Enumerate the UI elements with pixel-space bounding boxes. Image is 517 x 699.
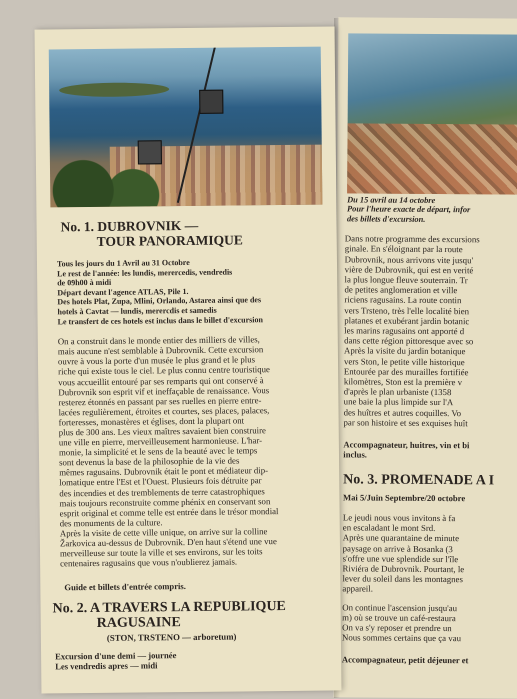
body-line: ouvre à vous la porte d'un musée le plus grand et le plus xyxy=(57,354,256,367)
schedule-line: Des hotels Plat, Zupa, Mlini, Orlando, Astarea ainsi que des xyxy=(57,295,262,307)
body-line: lacées regulièrement, étroites et courtes, ses places, palaces, xyxy=(58,404,270,418)
no1-schedule xyxy=(57,257,318,327)
no3-heading: No. 3. PROMENADE A I xyxy=(343,472,495,489)
right-body-line: vière de Dubrovnik, qui est en verité xyxy=(344,264,474,276)
body-line: des incendies et des tremblements de terre catastrophiques xyxy=(59,485,265,498)
right-body-line: platanes et exubérant jardin botanic xyxy=(344,315,470,327)
no2-schedule-line: Les vendredis apres — midi xyxy=(55,660,158,672)
right-body-line: d'après le plan urbaniste (1358 xyxy=(343,386,452,398)
right-body-line: vers Trsteno, très l'elle localité bien xyxy=(344,304,470,316)
body-line: centenaires ragusains que vous n'oublierez jamais. xyxy=(60,556,238,569)
no1-guide-note: Guide et billets d'entrée compris. xyxy=(64,581,186,593)
right-body-line: ginale. En s'éloignant par la route xyxy=(344,243,463,255)
right-accompagnateur: Accompagnateur, huitres, vin et bi xyxy=(343,439,470,451)
body-line: lomatique entre l'Est et l'Ouest. Plusieurs fois détruite par xyxy=(59,475,262,488)
right-body-line: les marins ragusains ont apporté d xyxy=(344,325,465,337)
rooftops-shape xyxy=(347,123,517,194)
no3-line: Après une quarantaine de minute xyxy=(342,532,460,544)
right-body-line: Après la visite du jardin botanique xyxy=(344,345,466,357)
right-italic-line: Pour l'heure exacte de départ, infor xyxy=(347,204,471,215)
body-line: monie, la simplicité et le sens de la beauté avec le temps xyxy=(58,445,258,458)
body-line: plus de 300 ans. Les vieux maîtres savaient bien construire xyxy=(58,425,266,438)
right-page xyxy=(334,17,517,698)
body-line: riche qui existe tous le ciel. Le plus connu centre touristique xyxy=(58,364,270,377)
body-line: On a construit dans le monde entier des milliers de villes, xyxy=(57,334,260,347)
right-body-line: par son histoire et ses exquises huît xyxy=(343,417,468,429)
no2-subtitle: (STON, TRSTENO — arboretum) xyxy=(106,631,237,643)
no3-line: m) où se trouve un café-restaura xyxy=(342,612,456,623)
body-line: mais aucune n'est semblable à Dubrovnik. Cette excursion xyxy=(57,344,264,357)
body-line: sont devenus la base de la philosophie de la vie des xyxy=(59,455,240,468)
right-body-line: kilomètres, Ston est la première v xyxy=(343,376,463,388)
schedule-line: Le transfert de ces hotels est inclus dans le billet d'excursion xyxy=(57,314,263,326)
no1-description xyxy=(58,334,318,569)
right-inclus: inclus. xyxy=(343,449,368,460)
right-body-line: de petites anglomeration et ville xyxy=(344,284,458,296)
body-line: Dubrovnik son esprit vif et ineffaçable de renaissance. Vous xyxy=(58,384,270,397)
no2-schedule xyxy=(55,648,327,671)
schedule-line: Départ devant l'agence ATLAS, Pile 1. xyxy=(57,286,189,298)
right-body-line: la plus longue fleuve souterrain. Tr xyxy=(344,274,468,286)
cable-car-icon xyxy=(138,140,162,164)
schedule-line: Tous les jours du 1 Avril au 31 Octobre xyxy=(56,257,190,269)
right-italic-line: des billets d'excursion. xyxy=(346,214,426,224)
body-line: mêmes ragusains. Dubrovnik était le pont et médiateur dip- xyxy=(59,465,269,478)
no3-line: paysage on arrive à Bosanka (3 xyxy=(342,542,453,554)
no2-title-line1: No. 2. A TRAVERS LA REPUBLIQUE xyxy=(52,598,286,617)
no1-title-line1: No. 1. DUBROVNIK — xyxy=(60,217,199,235)
schedule-line: de 09h00 à midi xyxy=(57,277,112,288)
no3-line: Le jeudi nous vous invitons à fa xyxy=(342,512,456,524)
right-body-line: riciens ragusains. La route contin xyxy=(344,294,462,306)
no3-line: en escaladant le mont Srd. xyxy=(342,522,436,534)
right-body-line: une baie la plus limpide sur l'A xyxy=(343,396,454,408)
body-line: merveilleuse sur toute la ville et ses environs, sur les toits xyxy=(59,546,263,559)
no3-line: appareil. xyxy=(342,583,373,594)
right-body-line: des huîtres et autres coquilles. Vo xyxy=(343,407,462,418)
right-text-panel xyxy=(342,195,517,666)
body-line: vous accueillit entouré par ses remparts qui ont conservé à xyxy=(58,374,264,387)
no3-line: On va s'y reposer et prendre un xyxy=(342,622,452,634)
coastal-town-photo xyxy=(347,33,517,194)
no2-title-line2: RAGUSAINE xyxy=(96,614,181,631)
right-body-line: Entourée par des murailles fortifiée xyxy=(343,366,469,378)
no3-accompagnateur: Accompagnateur, petit déjeuner et xyxy=(341,654,469,666)
no3-line: lever du soleil dans les montagnes xyxy=(342,573,463,585)
cable-car-icon xyxy=(199,90,223,114)
right-body-line: Dubrovnik, nous arrivons vite jusqu' xyxy=(344,253,474,265)
body-line: forteresses, monastères et églises, dont la plupart ont xyxy=(58,415,245,428)
no3-body xyxy=(342,512,517,644)
no1-title-line2: TOUR PANORAMIQUE xyxy=(96,232,243,249)
schedule-line: hotels à Cavtat — lundis, merercdis et samedis xyxy=(57,305,217,317)
no3-line: s'offre une vue splendide sur l'île xyxy=(342,553,459,564)
body-line: une ville en pierre, merveilleusement harmonieuse. L'har- xyxy=(58,435,263,448)
left-text-panel xyxy=(50,207,327,672)
no3-line: On continue l'ascension jusqu'au xyxy=(342,601,458,613)
right-italic-line: Du 15 avril au 14 octobre xyxy=(347,195,436,205)
right-schedule-note xyxy=(347,195,517,225)
no3-dates: Mai 5/Juin Septembre/20 octobre xyxy=(342,492,466,503)
no3-line: Riviéra de Dubrovnik. Pourtant, le xyxy=(342,563,465,575)
no2-schedule-line: Excursion d'une demi — journée xyxy=(55,650,177,662)
no3-line: Nous sommes certains que ça vau xyxy=(342,632,462,644)
right-body-line: vers Ston, le petite ville historique xyxy=(343,356,465,367)
body-line: resterez étonnés en passant par ses ruelles en pierre entre- xyxy=(58,394,262,408)
right-body-text xyxy=(344,234,517,429)
body-line: esprit original et comme telle est entrée dans le trésor mondial xyxy=(59,505,279,519)
body-line: Žarkovica au-dessus de Dubrovnik. D'en haut s'étend une vue xyxy=(59,536,277,549)
left-page xyxy=(35,26,342,693)
island-shape xyxy=(59,82,169,97)
cable-car-photo xyxy=(49,47,323,208)
schedule-line: Le rest de l'année: les lundis, merercedis, vendredis xyxy=(57,267,233,278)
right-body-line: Dans notre programme des excursions xyxy=(344,233,480,245)
body-line: Après la visite de cette ville unique, on arrive sur la colline xyxy=(59,526,268,539)
body-line: des monuments de la culture. xyxy=(59,517,163,529)
body-line: mais toujours reconstruite comme phénix en conservant son xyxy=(59,495,271,509)
right-body-line: dans cette région pittoresque avec so xyxy=(344,335,474,347)
